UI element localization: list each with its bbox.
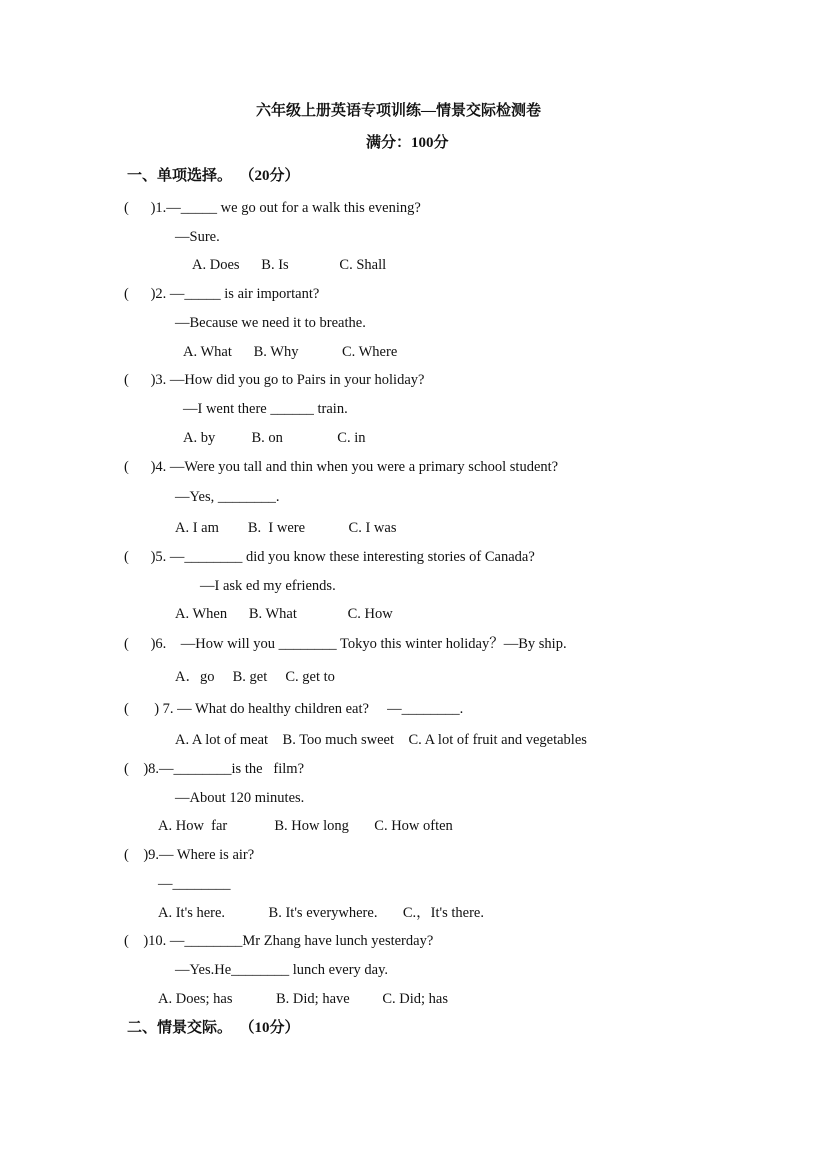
question-9: ( )9.— Where is air? [124,847,255,863]
question-5-options: A. When B. What C. How [175,606,393,622]
question-8: ( )8.—________is the film? [124,761,305,777]
question-1-reply: —Sure. [175,229,220,245]
page-title: 六年级上册英语专项训练—情景交际检测卷 [256,103,542,119]
question-4: ( )4. —Were you tall and thin when you were a primary school student? [124,459,559,475]
question-5-reply: —I ask ed my efriends. [200,578,336,594]
question-1: ( )1.—_____ we go out for a walk this evening? [124,200,421,216]
question-4-reply: —Yes, ________. [175,489,280,505]
section-heading-2: 二、情景交际。 （10分） [127,1020,300,1036]
question-8-options: A. How far B. How long C. How often [158,818,453,834]
question-10-options: A. Does; has B. Did; have C. Did; has [158,991,448,1007]
question-3-reply: —I went there ______ train. [183,401,348,417]
question-9-reply: —________ [158,876,231,892]
question-7-options: A. A lot of meat B. Too much sweet C. A lot of fruit and vegetables [175,732,587,748]
question-2-options: A. What B. Why C. Where [183,344,398,360]
question-4-options: A. I am B. I were C. I was [175,520,397,536]
question-8-reply: —About 120 minutes. [175,790,305,806]
question-3-options: A. by B. on C. in [183,430,366,446]
question-10: ( )10. —________Mr Zhang have lunch yesterday? [124,933,434,949]
question-7: ( ) 7. — What do healthy children eat? —________. [124,701,464,717]
question-2: ( )2. —_____ is air important? [124,286,320,302]
question-9-options: A. It's here. B. It's everywhere. C.，It's there. [158,905,484,921]
question-3: ( )3. —How did you go to Pairs in your holiday? [124,372,425,388]
question-6: ( )6. —How will you ________ Tokyo this winter holiday？—By ship. [124,636,567,652]
question-5: ( )5. —________ did you know these interesting stories of Canada? [124,549,535,565]
question-10-reply: —Yes.He________ lunch every day. [175,962,389,978]
question-6-options: A．go B. get C. get to [175,669,335,685]
question-1-options: A. Does B. Is C. Shall [192,257,387,273]
section-heading-1: 一、单项选择。 （20分） [127,168,300,184]
page-score: 满分：100分 [366,135,449,151]
question-2-reply: —Because we need it to breathe. [175,315,366,331]
